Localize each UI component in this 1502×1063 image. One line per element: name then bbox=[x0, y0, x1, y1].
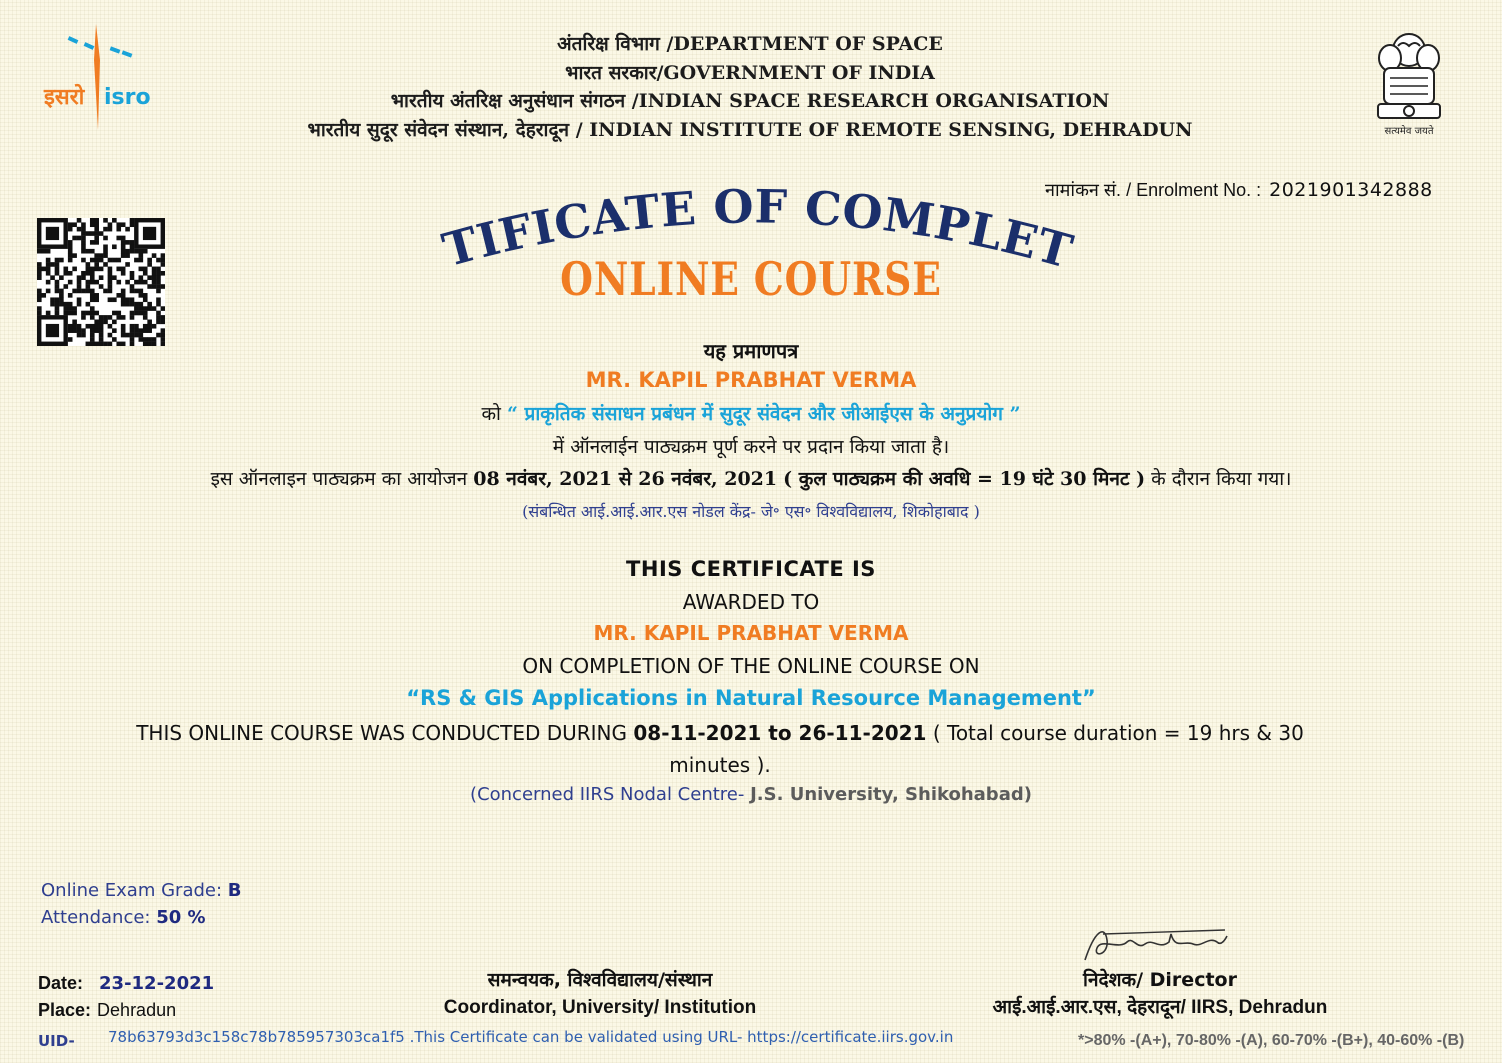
english-nodal-centre-name: J.S. University, Shikohabad) bbox=[750, 784, 1032, 805]
enrolment-number bbox=[1045, 178, 1433, 202]
english-heading: THIS CERTIFICATE IS bbox=[626, 557, 876, 581]
attendance-value: 50 % bbox=[156, 907, 206, 928]
english-course-duration: ( Total course duration = 19 hrs & 30 minutes ). bbox=[669, 721, 1304, 777]
date-place-block bbox=[38, 970, 214, 1024]
attendance-label: Attendance: bbox=[41, 907, 151, 928]
hindi-course-line bbox=[0, 400, 1502, 426]
coordinator-english: Coordinator, University/ Institution bbox=[443, 997, 757, 1018]
date-label: Date: bbox=[38, 973, 84, 993]
hindi-nodal-centre: (संबन्धित आई.आई.आर.एस नोडल केंद्र- जे॰ एस॰ विश्वविद्यालय, शिकोहाबाद ) bbox=[522, 502, 980, 521]
national-emblem-icon bbox=[1368, 24, 1450, 142]
grade-scale: *>80% -(A+), 70-80% -(A), 60-70% -(B+), 40-60% -(B) bbox=[1078, 1032, 1465, 1049]
hindi-course-dates: 08 नवंबर, 2021 से 26 नवंबर, 2021 bbox=[473, 468, 778, 490]
exam-grade-value: B bbox=[227, 880, 242, 901]
hindi-line4-pre: इस ऑनलाइन पाठ्यक्रम का आयोजन bbox=[210, 468, 468, 490]
director-title: निदेशक/ Director bbox=[1083, 969, 1237, 991]
hindi-line3: में ऑनलाईन पाठ्यक्रम पूर्ण करने पर प्रदान किया जाता है। bbox=[552, 436, 950, 458]
hindi-duration-line bbox=[0, 465, 1502, 491]
date-value: 23-12-2021 bbox=[99, 973, 215, 994]
english-course-dates: 08-11-2021 to 26-11-2021 bbox=[633, 721, 927, 745]
hindi-recipient-name: MR. KAPIL PRABHAT VERMA bbox=[585, 368, 917, 392]
hindi-course-title: “ प्राकृतिक संसाधन प्रबंधन में सुदूर संवेदन और जीआईएस के अनुप्रयोग ” bbox=[507, 403, 1021, 425]
english-on-completion: ON COMPLETION OF THE ONLINE COURSE ON bbox=[522, 654, 980, 678]
english-nodal-centre bbox=[0, 784, 1502, 805]
attendance bbox=[41, 904, 242, 931]
header-line-department: अंतरिक्ष विभाग /DEPARTMENT OF SPACE bbox=[557, 33, 943, 55]
hindi-course-duration: ( कुल पाठ्यक्रम की अवधि = 19 घंटे 30 मिनट ) bbox=[783, 468, 1146, 490]
enrolment-value: 2021901342888 bbox=[1269, 179, 1433, 201]
isro-hindi-text: इसरो bbox=[44, 85, 85, 110]
director-institution: आई.आई.आर.एस, देहरादून/ IIRS, Dehradun bbox=[992, 997, 1328, 1018]
english-conducted-pre: THIS ONLINE COURSE WAS CONDUCTED DURING bbox=[136, 721, 628, 745]
director-block bbox=[975, 966, 1345, 1022]
hindi-line4-post: के दौरान किया गया। bbox=[1151, 468, 1292, 490]
hindi-heading: यह प्रमाणपत्र bbox=[703, 339, 799, 363]
english-nodal-pre: (Concerned IIRS Nodal Centre- bbox=[470, 784, 745, 805]
enrolment-label: नामांकन सं. / Enrolment No. : bbox=[1045, 180, 1262, 200]
english-conducted-line bbox=[110, 717, 1330, 781]
issue-date bbox=[38, 970, 214, 997]
place-label: Place: bbox=[38, 1000, 92, 1020]
hindi-ko: को bbox=[481, 403, 501, 425]
isro-logo bbox=[40, 20, 170, 135]
emblem-motto: सत्यमेव जयते bbox=[1384, 126, 1434, 137]
header-line-government: भारत सरकार/GOVERNMENT OF INDIA bbox=[565, 61, 935, 84]
isro-en-text: isro bbox=[104, 85, 151, 110]
place-value: Dehradun bbox=[97, 1000, 177, 1020]
exam-grade-label: Online Exam Grade: bbox=[41, 880, 223, 901]
exam-grade bbox=[41, 877, 242, 904]
director-signature bbox=[1075, 920, 1235, 968]
header-line-iirs: भारतीय सुदूर संवेदन संस्थान, देहरादून / INDIAN INSTITUTE OF REMOTE SENSING, DEHRADUN bbox=[307, 118, 1193, 141]
coordinator-hindi: समन्वयक, विश्वविद्यालय/संस्थान bbox=[487, 969, 713, 991]
certificate-title-text: TIFICATE OF COMPLET bbox=[436, 179, 1079, 279]
uid-label: UID- bbox=[38, 1032, 75, 1050]
english-awarded: AWARDED TO bbox=[682, 590, 820, 614]
english-course-title: “RS & GIS Applications in Natural Resource Management” bbox=[406, 686, 1096, 710]
coordinator-block bbox=[420, 966, 780, 1022]
issue-place bbox=[38, 997, 214, 1024]
header-line-isro: भारतीय अंतरिक्ष अनुसंधान संगठन /INDIAN SPACE RESEARCH ORGANISATION bbox=[390, 90, 1110, 112]
certificate-subtitle: ONLINE COURSE bbox=[560, 252, 942, 306]
english-recipient-name: MR. KAPIL PRABHAT VERMA bbox=[593, 621, 909, 645]
header bbox=[300, 30, 1200, 144]
grade-block bbox=[41, 877, 242, 931]
uid-validation-text: 78b63793d3c158c78b785957303ca1f5 .This Certificate can be validated using URL- https://certificate.iirs.gov.in bbox=[108, 1028, 954, 1046]
